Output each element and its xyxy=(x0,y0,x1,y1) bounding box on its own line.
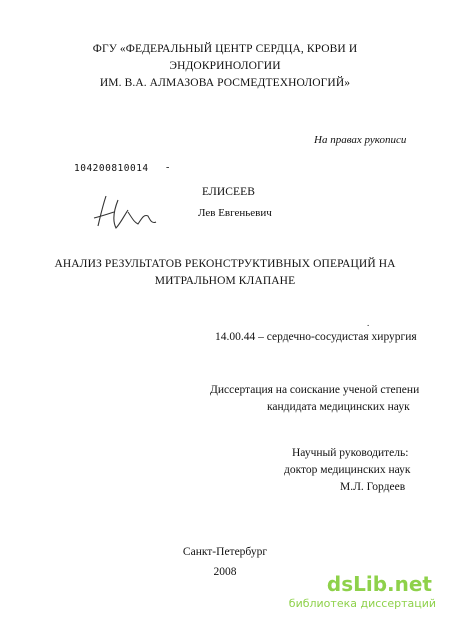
specialty-code: 14.00.44 – сердечно-сосудистая хирургия xyxy=(215,331,417,343)
stamp-tick-mark: - xyxy=(166,162,170,173)
degree-statement-line-1: Диссертация на соискание ученой степени xyxy=(210,384,420,396)
publication-city: Санкт-Петербург xyxy=(182,546,268,558)
supervisor-label: Научный руководитель: xyxy=(292,447,409,459)
library-stamp-code: 104200810014 xyxy=(74,163,149,174)
publication-year: 2008 xyxy=(213,566,237,578)
thesis-title-line-1: АНАЛИЗ РЕЗУЛЬТАТОВ РЕКОНСТРУКТИВНЫХ ОПЕРАЦИЙ НА xyxy=(54,258,396,270)
organization-line-3: ИМ. В.А. АЛМАЗОВА РОСМЕДТЕХНОЛОГИЙ» xyxy=(99,77,351,89)
watermark-subtitle: библиотека диссертаций xyxy=(288,597,436,610)
watermark-logo: dsLib.net xyxy=(326,572,432,596)
organization-line-2: ЭНДОКРИНОЛОГИИ xyxy=(169,60,281,72)
handwritten-signature-icon xyxy=(92,188,160,234)
organization-line-1: ФГУ «ФЕДЕРАЛЬНЫЙ ЦЕНТР СЕРДЦА, КРОВИ И xyxy=(92,43,358,55)
supervisor-degree: доктор медицинских наук xyxy=(284,464,411,476)
degree-statement-line-2: кандидата медицинских наук xyxy=(267,401,410,413)
author-given-name: Лев Евгеньевич xyxy=(198,207,272,219)
specialty-dot-mark: . xyxy=(367,318,370,328)
manuscript-rights-note: На правах рукописи xyxy=(314,134,407,146)
thesis-title-line-2: МИТРАЛЬНОМ КЛАПАНЕ xyxy=(154,275,296,287)
author-surname: ЕЛИСЕЕВ xyxy=(202,186,256,198)
supervisor-name: М.Л. Гордеев xyxy=(340,481,406,493)
dslib-watermark xyxy=(288,572,450,624)
